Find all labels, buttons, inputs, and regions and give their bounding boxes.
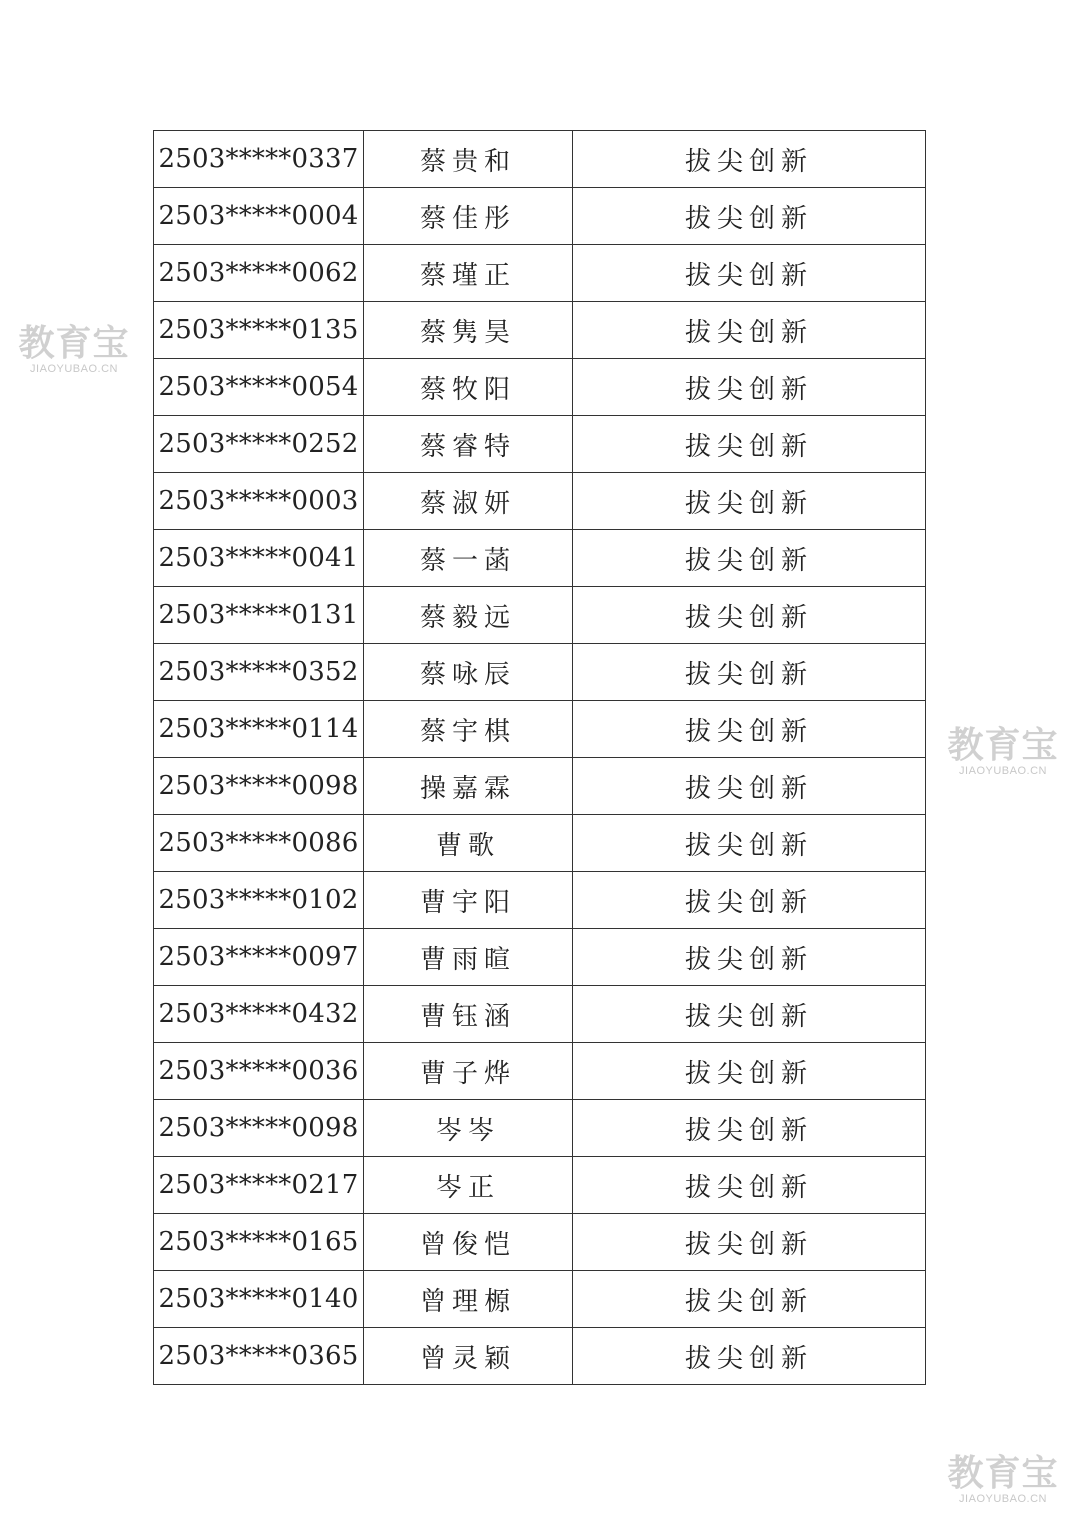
id-cell: 2503*****0165 — [154, 1214, 364, 1271]
watermark-text: 教育宝 — [947, 725, 1059, 766]
id-cell: 2503*****0054 — [154, 359, 364, 416]
id-cell: 2503*****0004 — [154, 188, 364, 245]
table-row — [154, 359, 926, 416]
name-cell: 曾理榞 — [364, 1271, 573, 1328]
watermark-url: JIAOYUBAO.CN — [30, 363, 118, 375]
table-row — [154, 701, 926, 758]
id-cell: 2503*****0114 — [154, 701, 364, 758]
id-cell: 2503*****0036 — [154, 1043, 364, 1100]
name-cell: 蔡佳彤 — [364, 188, 573, 245]
table-row — [154, 644, 926, 701]
id-cell: 2503*****0217 — [154, 1157, 364, 1214]
category-cell: 拔尖创新 — [573, 416, 926, 473]
category-cell: 拔尖创新 — [573, 1328, 926, 1385]
table-row — [154, 131, 926, 188]
table-row — [154, 530, 926, 587]
table-row — [154, 758, 926, 815]
category-cell: 拔尖创新 — [573, 1157, 926, 1214]
watermark-text: 教育宝 — [947, 1453, 1059, 1494]
table-row — [154, 188, 926, 245]
id-cell: 2503*****0365 — [154, 1328, 364, 1385]
id-cell: 2503*****0097 — [154, 929, 364, 986]
category-cell: 拔尖创新 — [573, 359, 926, 416]
name-cell: 曾灵颖 — [364, 1328, 573, 1385]
id-cell: 2503*****0131 — [154, 587, 364, 644]
id-cell: 2503*****0003 — [154, 473, 364, 530]
category-cell: 拔尖创新 — [573, 872, 926, 929]
table-row — [154, 1214, 926, 1271]
category-cell: 拔尖创新 — [573, 245, 926, 302]
name-cell: 曹宇阳 — [364, 872, 573, 929]
id-cell: 2503*****0252 — [154, 416, 364, 473]
id-cell: 2503*****0140 — [154, 1271, 364, 1328]
category-cell: 拔尖创新 — [573, 701, 926, 758]
table-row — [154, 815, 926, 872]
table-row — [154, 929, 926, 986]
id-cell: 2503*****0062 — [154, 245, 364, 302]
id-cell: 2503*****0098 — [154, 1100, 364, 1157]
category-cell: 拔尖创新 — [573, 587, 926, 644]
admission-list-table — [153, 130, 926, 1385]
name-cell: 蔡贵和 — [364, 131, 573, 188]
name-cell: 曹雨暄 — [364, 929, 573, 986]
table-row — [154, 473, 926, 530]
category-cell: 拔尖创新 — [573, 1100, 926, 1157]
name-cell: 蔡毅远 — [364, 587, 573, 644]
category-cell: 拔尖创新 — [573, 929, 926, 986]
name-cell: 曹钰涵 — [364, 986, 573, 1043]
id-cell: 2503*****0337 — [154, 131, 364, 188]
table-row — [154, 245, 926, 302]
category-cell: 拔尖创新 — [573, 1271, 926, 1328]
category-cell: 拔尖创新 — [573, 1043, 926, 1100]
table-body — [154, 131, 926, 1385]
name-cell: 蔡一菡 — [364, 530, 573, 587]
id-cell: 2503*****0086 — [154, 815, 364, 872]
name-cell: 岑正 — [364, 1157, 573, 1214]
table-row — [154, 302, 926, 359]
id-cell: 2503*****0041 — [154, 530, 364, 587]
table-row — [154, 1100, 926, 1157]
category-cell: 拔尖创新 — [573, 815, 926, 872]
category-cell: 拔尖创新 — [573, 530, 926, 587]
category-cell: 拔尖创新 — [573, 131, 926, 188]
name-cell: 蔡淑妍 — [364, 473, 573, 530]
id-cell: 2503*****0098 — [154, 758, 364, 815]
category-cell: 拔尖创新 — [573, 302, 926, 359]
watermark-logo — [18, 323, 130, 375]
category-cell: 拔尖创新 — [573, 1214, 926, 1271]
table-row — [154, 1157, 926, 1214]
table-row — [154, 1271, 926, 1328]
watermark-logo — [947, 725, 1059, 777]
table-row — [154, 872, 926, 929]
name-cell: 曹子烨 — [364, 1043, 573, 1100]
table-row — [154, 1328, 926, 1385]
id-cell: 2503*****0135 — [154, 302, 364, 359]
name-cell: 曹歌 — [364, 815, 573, 872]
table-row — [154, 1043, 926, 1100]
id-cell: 2503*****0432 — [154, 986, 364, 1043]
category-cell: 拔尖创新 — [573, 986, 926, 1043]
name-cell: 蔡咏辰 — [364, 644, 573, 701]
category-cell: 拔尖创新 — [573, 473, 926, 530]
table-row — [154, 416, 926, 473]
name-cell: 蔡隽昊 — [364, 302, 573, 359]
category-cell: 拔尖创新 — [573, 644, 926, 701]
watermark-url: JIAOYUBAO.CN — [959, 1493, 1047, 1505]
table-row — [154, 986, 926, 1043]
watermark-url: JIAOYUBAO.CN — [959, 765, 1047, 777]
name-cell: 蔡牧阳 — [364, 359, 573, 416]
table-row — [154, 587, 926, 644]
category-cell: 拔尖创新 — [573, 188, 926, 245]
id-cell: 2503*****0102 — [154, 872, 364, 929]
name-cell: 曾俊恺 — [364, 1214, 573, 1271]
id-cell: 2503*****0352 — [154, 644, 364, 701]
name-cell: 操嘉霖 — [364, 758, 573, 815]
watermark-logo — [947, 1453, 1059, 1505]
name-cell: 蔡宇棋 — [364, 701, 573, 758]
name-cell: 蔡瑾正 — [364, 245, 573, 302]
name-cell: 蔡睿特 — [364, 416, 573, 473]
name-cell: 岑岑 — [364, 1100, 573, 1157]
category-cell: 拔尖创新 — [573, 758, 926, 815]
watermark-text: 教育宝 — [18, 323, 130, 364]
